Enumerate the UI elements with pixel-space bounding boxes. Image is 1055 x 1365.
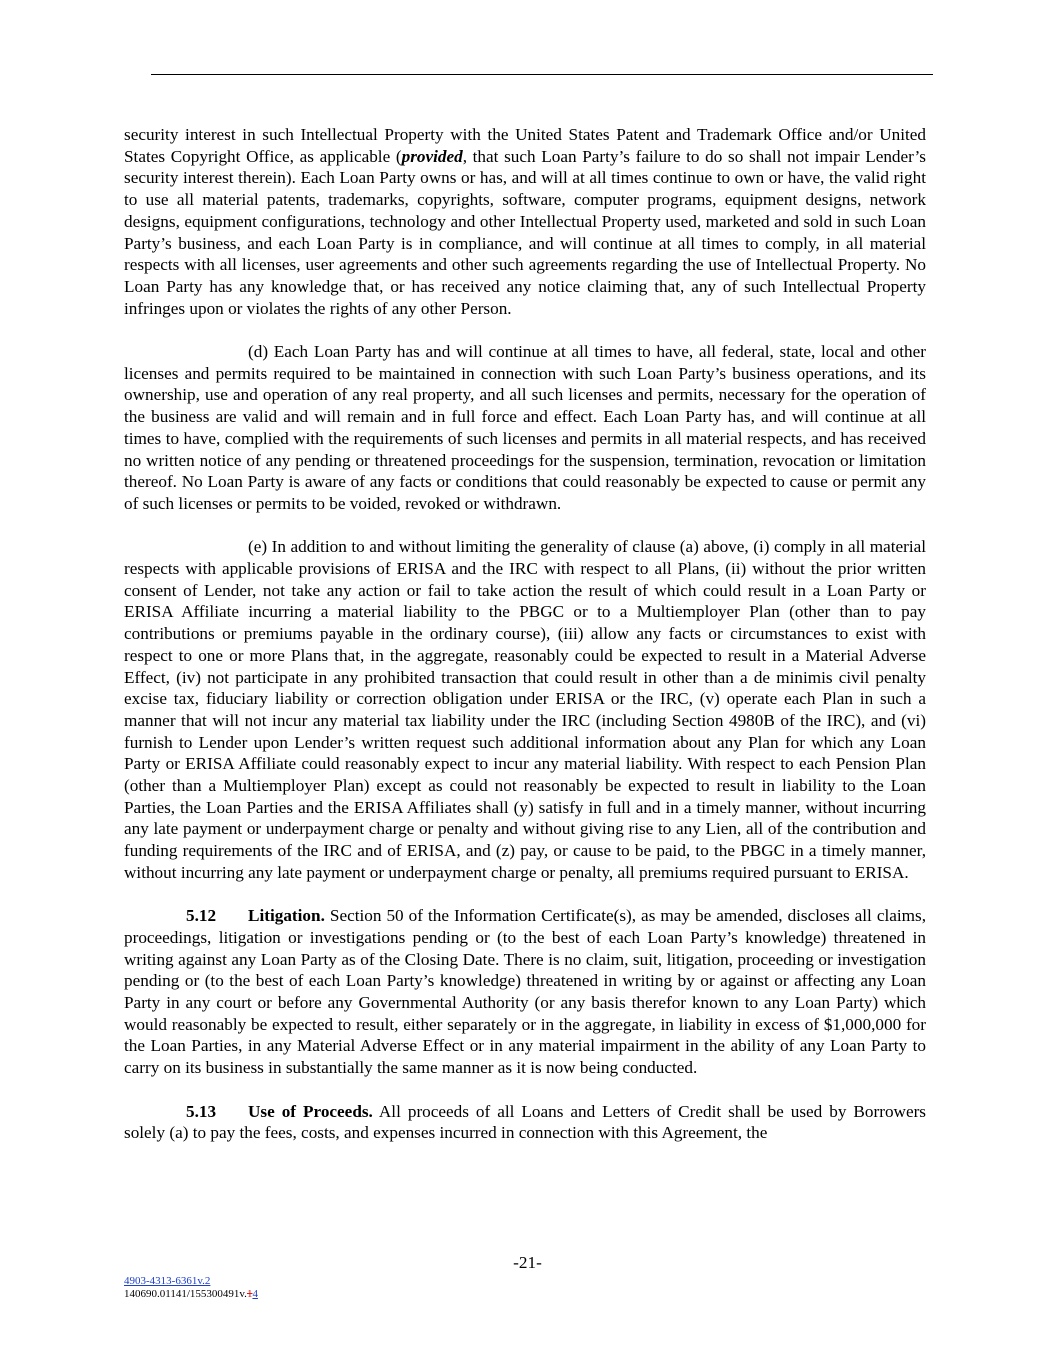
ip-text-b: , that such Loan Party’s failure to do so shall not impair Lender’s security interest therein). Each Loan Party owns or has, and will at all times continue to own or have, the valid right to use all material patents, trademarks, copyrights, software, computer programs, equipment designs, network designs, equipment configurations, technology and other Intellectual Property used, marketed and sold in such Loan Party’s business, and each Loan Party is in compliance, and will continue at all times to comply, in all material respects with all licenses, user agreements and other such agreements regarding the use of Intellectual Property. No Loan Party has any knowledge that, or has received any notice claiming that, any of such Intellectual Property infringes upon or violates the rights of any other Person. [124,146,926,318]
section-number: 5.13 [186,1101,217,1121]
section-5-13-use-of-proceeds [124,1101,926,1144]
section-5-12-litigation [124,905,926,1079]
footer-matter-number: 140690.01141/155300491v. [124,1288,247,1300]
footer-document-ids [124,1275,258,1301]
section-title: Use of Proceeds. [248,1101,373,1121]
footer-doc-id-link[interactable]: 4903-4313-6361v.2 [124,1275,211,1287]
ip-text-a: security interest in such Intellectual Property with the United States Patent and Trademark Office and/or United States Copyright Office, as applicable ( [124,125,926,166]
section-number: 5.12 [186,906,217,926]
section-text: Section 50 of the Information Certificate(s), as may be amended, discloses all claims, proceedings, litigation or investigations pending or (to the best of each Loan Party’s knowledge) threatened in writing against any Loan Party as of the Closing Date. There is no claim, suit, litigation, proceeding or investigation pending or (to the best of each Loan Party’s knowledge) threatened in writing by or against or affecting any Loan Party in any court or before any Governmental Authority (or any basis therefor known to any Loan Party) which would reasonably be expected to result, either separately or in the aggregate, in liability in excess of $1,000,000 for the Loan Parties, in any Material Adverse Effect or in any material impairment in the ability of any Loan Party to carry on its business in substantially the same manner as it is now being conducted. [124,906,926,1078]
document-body [124,124,926,1166]
clause-d-licenses-permits: (d) Each Loan Party has and will continue at all times to have, all federal, state, local and other licenses and permits required to be maintained in connection with such Loan Party’s business operations, and its ownership, use and operation of any real property, and all such licenses and permits, necessary for the operation of the business are valid and will remain and in full force and effect. Each Loan Party has, and will continue at all times to have, complied with the requirements of such licenses and permits in all material respects, and has received no written notice of any pending or threatened proceedings for the suspension, termination, revocation or limitation thereof. No Loan Party is aware of any facts or conditions that could reasonably be expected to cause or permit any of such licenses or permits to be voided, revoked or withdrawn. [124,342,926,513]
ip-provided-emphasis: provided [401,146,463,166]
footer-inserted-version: 4 [252,1288,258,1300]
section-title: Litigation. [248,906,325,926]
section-text: All proceeds of all Loans and Letters of Credit shall be used by Borrowers solely (a) to pay the fees, costs, and expenses incurred in connection with this Agreement, the [124,1101,926,1143]
header-rule [151,74,933,75]
paragraph-intellectual-property [124,124,926,319]
clause-e-erisa: (e) In addition to and without limiting the generality of clause (a) above, (i) comply in all material respects with applicable provisions of ERISA and the IRC with respect to all Plans, (ii) without the prior written consent of Lender, not take any action or fail to take action the result of which could result in a Loan Party or ERISA Affiliate incurring a material liability to the PBGC or to a Multiemployer Plan (other than to pay contributions or premiums payable in the ordinary course), (iii) allow any facts or circumstances to exist with respect to one or more Plans that, in the aggregate, reasonably could be expected to result in a Material Adverse Effect, (iv) not participate in any prohibited transaction that could result in other than a de minimis civil penalty excise tax, fiduciary liability or correction obligation under ERISA or the IRC, (v) operate each Plan in such a manner that will not incur any material tax liability under the IRC (including Section 4980B of the IRC), and (vi) furnish to Lender upon Lender’s written request such additional information about any Plan for which any Loan Party or ERISA Affiliate could reasonably expect to incur any material liability. With respect to each Pension Plan (other than a Multiemployer Plan) except as could not reasonably be expected to result in liability to the Loan Parties, the Loan Parties and the ERISA Affiliates shall (y) satisfy in full and in a timely manner, without incurring any late payment or underpayment charge or penalty and without giving rise to any Lien, all of the contribution and funding requirements of the IRC and of ERISA, and (z) pay, or cause to be paid, to the PBGC in a timely manner, without incurring any late payment or underpayment charge or penalty, all premiums required pursuant to ERISA. [124,537,926,882]
footer-deleted-version: 1 [246,1288,253,1300]
page-number: -21- [513,1253,542,1272]
